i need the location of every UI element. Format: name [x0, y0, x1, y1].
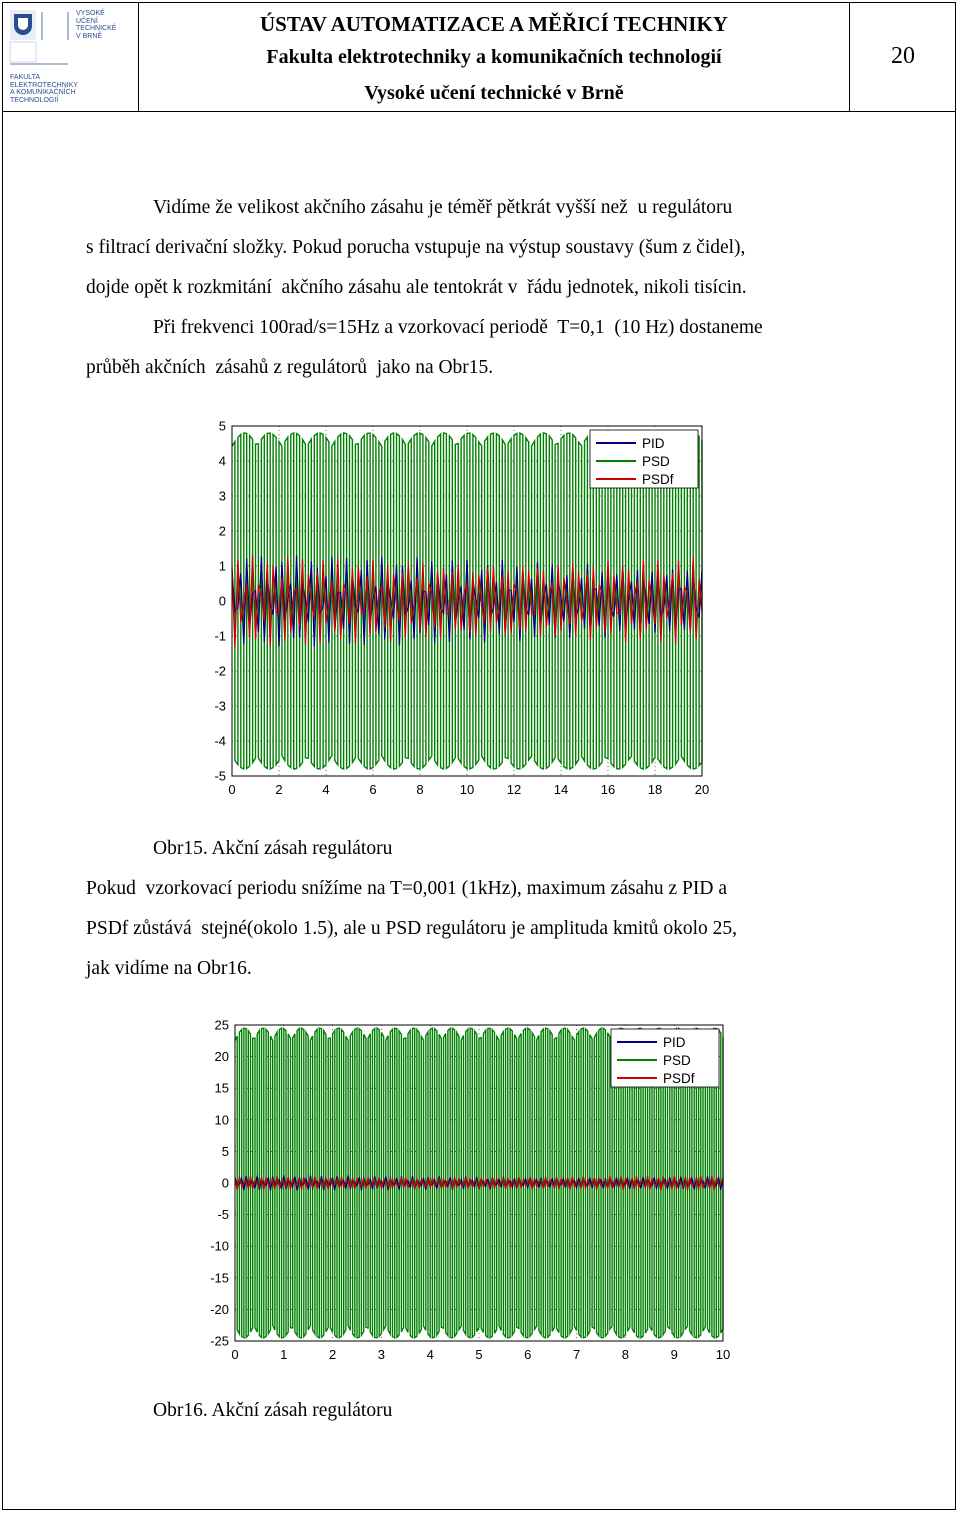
header-title-cell: [139, 2, 849, 112]
caption-obr16: Obr16. Akční zásah regulátoru: [153, 1400, 393, 1421]
y-tick-label: 0: [221, 1175, 229, 1191]
institute-name: ÚSTAV AUTOMATIZACE A MĚŘICÍ TECHNIKY: [260, 12, 728, 36]
legend-label-pid: PID: [663, 1035, 686, 1050]
x-tick-label: 0: [228, 782, 236, 797]
x-tick-label: 2: [328, 1347, 337, 1362]
x-tick-label: 9: [670, 1347, 678, 1362]
body-line-7: PSDf zůstává stejné(okolo 1.5), ale u PSD regulátoru je amplituda kmitů okolo 25,: [86, 918, 737, 939]
faculty-name: Fakulta elektrotechniky a komunikačních technologií: [266, 46, 722, 68]
header-logo-cell: [2, 2, 139, 112]
x-tick-label: 10: [459, 782, 475, 797]
y-tick-label: -25: [210, 1333, 229, 1349]
legend-label-pid: PID: [642, 436, 665, 451]
x-tick-label: 18: [647, 782, 663, 797]
x-tick-label: 6: [524, 1347, 532, 1362]
body-line-8: jak vidíme na Obr16.: [86, 958, 252, 979]
university-logo: [8, 8, 132, 108]
body-line-3: dojde opět k rozkmitání akčního zásahu ale tentokrát v řádu jednotek, nikoli tisícin.: [86, 277, 747, 298]
x-tick-label: 0: [231, 1347, 239, 1362]
chart-obr15: [200, 412, 720, 802]
x-tick-label: 12: [506, 782, 522, 797]
y-tick-label: -1: [214, 628, 226, 644]
y-tick-label: -10: [210, 1238, 229, 1254]
x-tick-label: 8: [416, 782, 424, 797]
y-tick-label: -5: [217, 1207, 229, 1223]
x-tick-label: 5: [475, 1347, 483, 1362]
y-tick-label: 1: [218, 558, 226, 574]
x-tick-label: 10: [715, 1347, 731, 1362]
x-tick-label: 3: [377, 1347, 386, 1362]
y-tick-label: 0: [218, 593, 226, 609]
legend-label-psd: PSD: [663, 1053, 691, 1068]
x-tick-label: 7: [572, 1347, 581, 1362]
y-tick-label: 20: [214, 1049, 229, 1065]
y-tick-label: 10: [214, 1112, 229, 1128]
logo-text-top: VYSOKÉ UČENÍ TECHNICKÉ V BRNĚ: [76, 10, 117, 40]
y-tick-label: -2: [214, 663, 226, 679]
y-tick-label: -4: [214, 733, 226, 749]
body-line-4: Při frekvenci 100rad/s=15Hz a vzorkovací periodě T=0,1 (10 Hz) dostaneme: [153, 317, 763, 338]
body-line-5: průběh akčních zásahů z regulátorů jako na Obr15.: [86, 357, 494, 378]
y-tick-label: 25: [214, 1017, 229, 1033]
y-tick-label: -20: [210, 1301, 229, 1317]
x-tick-label: 14: [553, 782, 569, 797]
logo-text-bottom: FAKULTA ELEKTROTECHNIKY A KOMUNIKAČNÍCH TECHNOLOGIÍ: [10, 74, 79, 104]
y-tick-label: 15: [214, 1080, 229, 1096]
x-tick-label: 1: [280, 1347, 288, 1362]
x-tick-label: 4: [426, 1347, 434, 1362]
y-tick-label: -3: [214, 698, 226, 714]
x-tick-label: 8: [621, 1347, 630, 1362]
x-tick-label: 2: [275, 782, 283, 797]
y-tick-label: 2: [218, 523, 226, 539]
university-name: Vysoké učení technické v Brně: [364, 82, 624, 104]
x-tick-label: 6: [369, 782, 377, 797]
chart-obr16: [195, 1013, 740, 1365]
y-tick-label: -15: [210, 1270, 229, 1286]
x-tick-label: 4: [322, 782, 330, 797]
legend-label-psd: PSD: [642, 454, 670, 469]
y-tick-label: 5: [221, 1143, 229, 1159]
legend-label-psdf: PSDf: [663, 1071, 695, 1086]
page-number: 20: [849, 2, 956, 112]
y-tick-label: 5: [218, 418, 226, 434]
body-line-6: Pokud vzorkovací periodu snížíme na T=0,001 (1kHz), maximum zásahu z PID a: [86, 878, 727, 899]
legend-label-psdf: PSDf: [642, 472, 674, 487]
caption-obr15: Obr15. Akční zásah regulátoru: [153, 838, 393, 859]
y-tick-label: 3: [218, 488, 226, 504]
body-line-1: Vidíme že velikost akčního zásahu je téměř pětkrát vyšší než u regulátoru: [153, 197, 733, 218]
body-line-2: s filtrací derivační složky. Pokud porucha vstupuje na výstup soustavy (šum z čidel),: [86, 237, 746, 258]
y-tick-label: -5: [214, 768, 226, 784]
x-tick-label: 20: [694, 782, 710, 797]
y-tick-label: 4: [218, 453, 226, 469]
x-tick-label: 16: [600, 782, 616, 797]
